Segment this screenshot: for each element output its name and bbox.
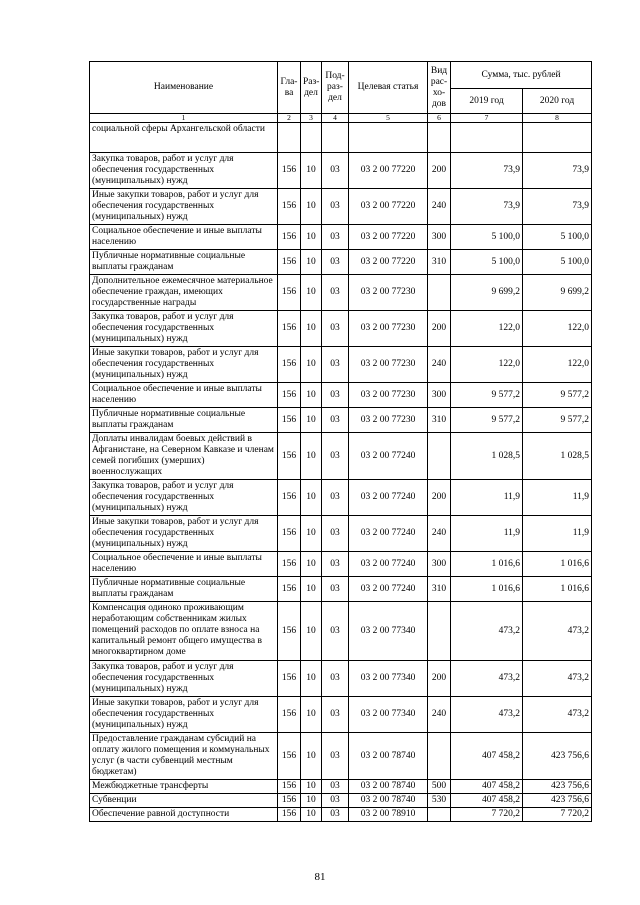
table-row (90, 123, 592, 153)
row-target: 03 2 00 78740 (349, 780, 428, 794)
table-row (90, 311, 592, 347)
row-vid: 200 (428, 311, 451, 347)
row-sum-2019: 9 577,2 (451, 408, 523, 433)
row-sum-2020: 1 016,6 (523, 577, 592, 602)
table-row (90, 577, 592, 602)
row-target: 03 2 00 78740 (349, 733, 428, 780)
row-sum-2020: 423 756,6 (523, 794, 592, 808)
col-number: 7 (451, 114, 523, 123)
row-glava: 156 (278, 808, 301, 822)
row-name: Межбюджетные трансферты (90, 780, 278, 794)
row-glava: 156 (278, 516, 301, 552)
table-row (90, 808, 592, 822)
row-vid (428, 275, 451, 311)
row-name: Иные закупки товаров, работ и услуг для обеспечения государственных (муниципальных) нужд (90, 189, 278, 225)
header-2020: 2020 год (523, 89, 592, 114)
row-vid: 310 (428, 250, 451, 275)
row-sum-2020: 473,2 (523, 697, 592, 733)
row-sum-2020: 9 577,2 (523, 383, 592, 408)
row-razdel: 10 (301, 153, 322, 189)
table-row (90, 794, 592, 808)
row-podrazdel: 03 (322, 408, 349, 433)
row-sum-2019: 122,0 (451, 347, 523, 383)
row-razdel: 10 (301, 480, 322, 516)
row-target: 03 2 00 77220 (349, 189, 428, 225)
table-row (90, 733, 592, 780)
row-razdel: 10 (301, 408, 322, 433)
row-vid: 300 (428, 383, 451, 408)
row-glava: 156 (278, 408, 301, 433)
row-name: Иные закупки товаров, работ и услуг для обеспечения государственных (муниципальных) нужд (90, 697, 278, 733)
row-glava: 156 (278, 275, 301, 311)
row-vid: 200 (428, 153, 451, 189)
row-razdel: 10 (301, 225, 322, 250)
row-name: Закупка товаров, работ и услуг для обеспечения государственных (муниципальных) нужд (90, 661, 278, 697)
table-row (90, 347, 592, 383)
row-glava: 156 (278, 480, 301, 516)
row-podrazdel: 03 (322, 189, 349, 225)
table-row (90, 697, 592, 733)
row-razdel: 10 (301, 577, 322, 602)
header-name: Наименование (90, 62, 278, 114)
header-glava: Гла-ва (278, 62, 301, 114)
row-name: Публичные нормативные социальные выплаты гражданам (90, 577, 278, 602)
row-sum-2020: 473,2 (523, 661, 592, 697)
row-target: 03 2 00 77340 (349, 697, 428, 733)
row-glava: 156 (278, 153, 301, 189)
row-name: Предоставление гражданам субсидий на оплату жилого помещения и коммунальных услуг (в части субвенций местным бюджетам) (90, 733, 278, 780)
row-vid: 530 (428, 794, 451, 808)
table-row (90, 275, 592, 311)
row-sum-2019: 73,9 (451, 153, 523, 189)
row-target: 03 2 00 77230 (349, 275, 428, 311)
table-row (90, 153, 592, 189)
table-row (90, 480, 592, 516)
row-razdel (301, 123, 322, 153)
row-target: 03 2 00 77230 (349, 408, 428, 433)
col-number: 6 (428, 114, 451, 123)
row-sum-2020: 423 756,6 (523, 733, 592, 780)
row-podrazdel: 03 (322, 153, 349, 189)
row-vid (428, 808, 451, 822)
row-target: 03 2 00 77340 (349, 661, 428, 697)
row-target: 03 2 00 77240 (349, 577, 428, 602)
row-sum-2019: 473,2 (451, 661, 523, 697)
row-razdel: 10 (301, 552, 322, 577)
row-sum-2019: 11,9 (451, 480, 523, 516)
col-number: 8 (523, 114, 592, 123)
row-podrazdel: 03 (322, 516, 349, 552)
row-sum-2020: 11,9 (523, 480, 592, 516)
row-glava: 156 (278, 794, 301, 808)
row-podrazdel: 03 (322, 433, 349, 480)
row-name: Доплаты инвалидам боевых действий в Афганистане, на Северном Кавказе и членам семей погибших (умерших) военнослужащих (90, 433, 278, 480)
row-razdel: 10 (301, 311, 322, 347)
row-vid: 200 (428, 661, 451, 697)
row-razdel: 10 (301, 433, 322, 480)
row-razdel: 10 (301, 780, 322, 794)
row-target (349, 123, 428, 153)
col-number: 4 (322, 114, 349, 123)
row-razdel: 10 (301, 661, 322, 697)
row-vid: 300 (428, 225, 451, 250)
document-page (89, 61, 591, 822)
row-sum-2019 (451, 123, 523, 153)
page-number: 81 (314, 871, 326, 883)
row-sum-2019: 9 577,2 (451, 383, 523, 408)
row-name: Иные закупки товаров, работ и услуг для обеспечения государственных (муниципальных) нужд (90, 516, 278, 552)
header-razdel: Раз-дел (301, 62, 322, 114)
row-glava: 156 (278, 383, 301, 408)
row-razdel: 10 (301, 516, 322, 552)
row-podrazdel: 03 (322, 577, 349, 602)
row-sum-2019: 1 016,6 (451, 552, 523, 577)
row-glava: 156 (278, 225, 301, 250)
row-glava: 156 (278, 189, 301, 225)
row-target: 03 2 00 77240 (349, 480, 428, 516)
row-name: Дополнительное ежемесячное материальное обеспечение граждан, имеющих государственные награды (90, 275, 278, 311)
row-podrazdel: 03 (322, 661, 349, 697)
row-sum-2020: 9 699,2 (523, 275, 592, 311)
col-number: 2 (278, 114, 301, 123)
row-razdel: 10 (301, 347, 322, 383)
row-razdel: 10 (301, 383, 322, 408)
row-podrazdel: 03 (322, 697, 349, 733)
row-glava: 156 (278, 780, 301, 794)
header-target: Целевая статья (349, 62, 428, 114)
row-podrazdel: 03 (322, 250, 349, 275)
row-name: Закупка товаров, работ и услуг для обеспечения государственных (муниципальных) нужд (90, 311, 278, 347)
row-name: Субвенции (90, 794, 278, 808)
col-number: 3 (301, 114, 322, 123)
row-sum-2019: 1 028,5 (451, 433, 523, 480)
row-sum-2020: 122,0 (523, 347, 592, 383)
row-target: 03 2 00 78910 (349, 808, 428, 822)
row-vid (428, 602, 451, 661)
row-glava: 156 (278, 433, 301, 480)
table-row (90, 552, 592, 577)
header-podrazdel: Под-раз-дел (322, 62, 349, 114)
row-name: Социальное обеспечение и иные выплаты населению (90, 552, 278, 577)
row-target: 03 2 00 77230 (349, 347, 428, 383)
row-vid: 310 (428, 577, 451, 602)
col-number: 5 (349, 114, 428, 123)
row-name: Обеспечение равной доступности (90, 808, 278, 822)
row-sum-2019: 5 100,0 (451, 250, 523, 275)
row-podrazdel: 03 (322, 225, 349, 250)
row-sum-2019: 407 458,2 (451, 780, 523, 794)
row-podrazdel: 03 (322, 383, 349, 408)
row-sum-2019: 473,2 (451, 602, 523, 661)
header-vid: Вид рас-хо-дов (428, 62, 451, 114)
row-sum-2020: 423 756,6 (523, 780, 592, 794)
row-sum-2020: 73,9 (523, 153, 592, 189)
row-glava: 156 (278, 733, 301, 780)
row-target: 03 2 00 77240 (349, 552, 428, 577)
row-glava: 156 (278, 552, 301, 577)
row-razdel: 10 (301, 275, 322, 311)
row-vid: 200 (428, 480, 451, 516)
table-row (90, 225, 592, 250)
row-glava: 156 (278, 602, 301, 661)
table-row (90, 602, 592, 661)
row-podrazdel: 03 (322, 311, 349, 347)
row-sum-2019: 407 458,2 (451, 733, 523, 780)
row-razdel: 10 (301, 794, 322, 808)
row-razdel: 10 (301, 697, 322, 733)
row-name: Компенсация одиноко проживающим неработающим собственникам жилых помещений расходов по оплате взноса на капитальный ремонт общего имущества в многоквартирном доме (90, 602, 278, 661)
header-sum: Сумма, тыс. рублей (451, 62, 592, 89)
row-glava: 156 (278, 577, 301, 602)
row-sum-2019: 11,9 (451, 516, 523, 552)
row-glava: 156 (278, 697, 301, 733)
header-2019: 2019 год (451, 89, 523, 114)
row-razdel: 10 (301, 250, 322, 275)
row-glava (278, 123, 301, 153)
row-name: Закупка товаров, работ и услуг для обеспечения государственных (муниципальных) нужд (90, 153, 278, 189)
table-row (90, 516, 592, 552)
row-sum-2019: 7 720,2 (451, 808, 523, 822)
table-header (90, 62, 592, 123)
row-podrazdel: 03 (322, 794, 349, 808)
row-sum-2020: 1 028,5 (523, 433, 592, 480)
column-number-row (90, 114, 592, 123)
row-name: социальной сферы Архангельской области (90, 123, 278, 153)
row-podrazdel: 03 (322, 733, 349, 780)
row-target: 03 2 00 77340 (349, 602, 428, 661)
row-razdel: 10 (301, 808, 322, 822)
row-glava: 156 (278, 661, 301, 697)
row-podrazdel: 03 (322, 808, 349, 822)
row-sum-2020 (523, 123, 592, 153)
table-row (90, 250, 592, 275)
row-target: 03 2 00 77240 (349, 516, 428, 552)
row-glava: 156 (278, 311, 301, 347)
col-number: 1 (90, 114, 278, 123)
row-name: Закупка товаров, работ и услуг для обеспечения государственных (муниципальных) нужд (90, 480, 278, 516)
row-target: 03 2 00 77240 (349, 433, 428, 480)
row-sum-2019: 1 016,6 (451, 577, 523, 602)
row-target: 03 2 00 77220 (349, 250, 428, 275)
row-razdel: 10 (301, 733, 322, 780)
row-sum-2019: 5 100,0 (451, 225, 523, 250)
row-vid (428, 733, 451, 780)
row-vid: 240 (428, 347, 451, 383)
row-glava: 156 (278, 250, 301, 275)
table-body (90, 123, 592, 822)
row-target: 03 2 00 77230 (349, 311, 428, 347)
row-sum-2020: 1 016,6 (523, 552, 592, 577)
row-podrazdel: 03 (322, 480, 349, 516)
row-podrazdel: 03 (322, 552, 349, 577)
row-sum-2020: 5 100,0 (523, 225, 592, 250)
row-sum-2019: 122,0 (451, 311, 523, 347)
row-glava: 156 (278, 347, 301, 383)
row-vid: 300 (428, 552, 451, 577)
row-name: Иные закупки товаров, работ и услуг для обеспечения государственных (муниципальных) нужд (90, 347, 278, 383)
row-sum-2019: 9 699,2 (451, 275, 523, 311)
row-podrazdel: 03 (322, 602, 349, 661)
table-row (90, 189, 592, 225)
row-vid: 240 (428, 189, 451, 225)
row-name: Публичные нормативные социальные выплаты гражданам (90, 250, 278, 275)
row-target: 03 2 00 77230 (349, 383, 428, 408)
row-vid: 310 (428, 408, 451, 433)
row-razdel: 10 (301, 602, 322, 661)
row-target: 03 2 00 77220 (349, 153, 428, 189)
row-sum-2020: 9 577,2 (523, 408, 592, 433)
table-row (90, 433, 592, 480)
row-podrazdel (322, 123, 349, 153)
table-row (90, 780, 592, 794)
row-podrazdel: 03 (322, 347, 349, 383)
row-name: Социальное обеспечение и иные выплаты населению (90, 383, 278, 408)
row-sum-2020: 473,2 (523, 602, 592, 661)
table-row (90, 383, 592, 408)
row-sum-2020: 122,0 (523, 311, 592, 347)
row-vid: 240 (428, 697, 451, 733)
row-sum-2019: 407 458,2 (451, 794, 523, 808)
row-podrazdel: 03 (322, 780, 349, 794)
row-vid: 500 (428, 780, 451, 794)
row-sum-2020: 73,9 (523, 189, 592, 225)
row-podrazdel: 03 (322, 275, 349, 311)
row-sum-2019: 473,2 (451, 697, 523, 733)
row-vid: 240 (428, 516, 451, 552)
row-sum-2020: 5 100,0 (523, 250, 592, 275)
table-row (90, 408, 592, 433)
row-vid (428, 433, 451, 480)
row-razdel: 10 (301, 189, 322, 225)
row-name: Социальное обеспечение и иные выплаты населению (90, 225, 278, 250)
row-target: 03 2 00 77220 (349, 225, 428, 250)
budget-table (89, 61, 592, 822)
row-sum-2019: 73,9 (451, 189, 523, 225)
row-vid (428, 123, 451, 153)
table-row (90, 661, 592, 697)
row-sum-2020: 7 720,2 (523, 808, 592, 822)
row-name: Публичные нормативные социальные выплаты гражданам (90, 408, 278, 433)
row-target: 03 2 00 78740 (349, 794, 428, 808)
row-sum-2020: 11,9 (523, 516, 592, 552)
